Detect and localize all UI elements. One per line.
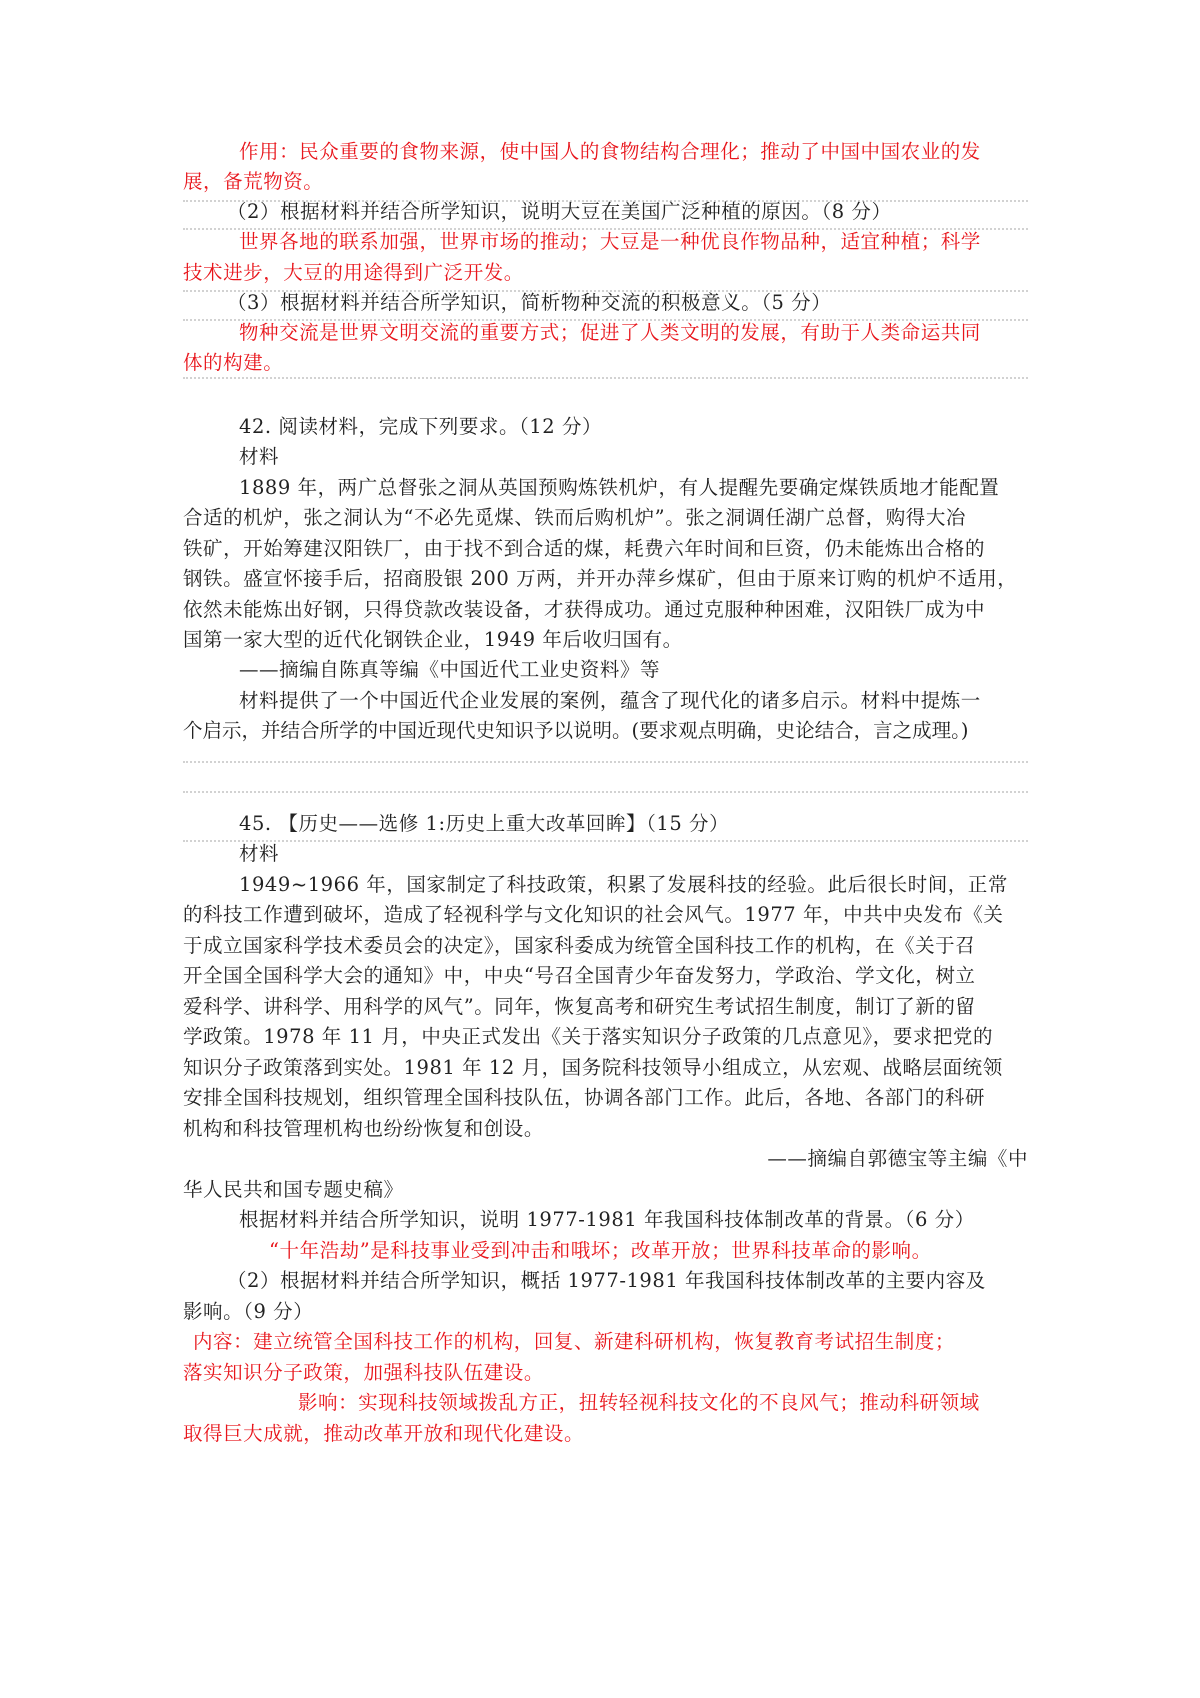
question-45-1: 根据材料并结合所学知识，说明 1977-1981 年我国科技体制改革的背景。（6 分） — [239, 1208, 975, 1231]
material-42-line: 1889 年，两广总督张之洞从英国预购炼铁机炉，有人提醒先要确定煤铁质地才能配置 — [239, 476, 1000, 499]
material-45-line: 知识分子政策落到实处。1981 年 12 月，国务院科技领导小组成立，从宏观、战略层面统领 — [183, 1056, 1003, 1079]
answer-41-1-line-1: 作用：民众重要的食物来源，使中国人的食物结构合理化；推动了中国中国农业的发 — [239, 140, 981, 163]
source-45-line-2: 华人民共和国专题史稿》 — [183, 1178, 404, 1201]
material-42-line: 钢铁。盛宣怀接手后，招商股银 200 万两，并开办萍乡煤矿，但由于原来订购的机炉不适用， — [183, 567, 1018, 590]
material-45-line: 爱科学、讲科学、用科学的风气”。同年，恢复高考和研究生考试招生制度，制订了新的留 — [183, 995, 976, 1018]
answer-45-2-line-1: 内容：建立统管全国科技工作的机构，回复、新建科研机构，恢复教育考试招生制度； — [193, 1330, 955, 1353]
material-45-line: 学政策。1978 年 11 月，中央正式发出《关于落实知识分子政策的几点意见》，要求把党的 — [183, 1025, 994, 1048]
answer-41-1-line-2: 展，备荒物资。 — [183, 170, 324, 193]
source-42: ——摘编自陈真等编《中国近代工业史资料》等 — [239, 658, 661, 681]
material-45-line: 于成立国家科学技术委员会的决定》，国家科委成为统管全国科技工作的机构，在《关于召 — [183, 934, 976, 957]
task-42-line-1: 材料提供了一个中国近代企业发展的案例，蕴含了现代化的诸多启示。材料中提炼一 — [239, 689, 981, 712]
material-42-line: 铁矿，开始筹建汉阳铁厂，由于找不到合适的煤，耗费六年时间和巨资，仍未能炼出合格的 — [183, 537, 986, 560]
source-45-line-1: ——摘编自郭德宝等主编《中 — [767, 1147, 1028, 1170]
material-45-line: 开全国全国科学大会的通知》中，中央“号召全国青少年奋发努力，学政治、学文化，树立 — [183, 964, 976, 987]
material-45-line: 机构和科技管理机构也纷纷恢复和创设。 — [183, 1117, 544, 1140]
answer-41-2-line-1: 世界各地的联系加强，世界市场的推动；大豆是一种优良作物品种，适宜种植；科学 — [239, 230, 981, 253]
question-41-2: （2）根据材料并结合所学知识，说明大豆在美国广泛种植的原因。（8 分） — [227, 200, 892, 223]
material-label-45: 材料 — [239, 842, 280, 865]
answer-rule — [183, 840, 1028, 842]
answer-41-3-line-1: 物种交流是世界文明交流的重要方式；促进了人类文明的发展，有助于人类命运共同 — [239, 321, 981, 344]
material-45-line: 安排全国科技规划，组织管理全国科技队伍，协调各部门工作。此后，各地、各部门的科研 — [183, 1086, 986, 1109]
answer-45-2-line-2: 落实知识分子政策，加强科技队伍建设。 — [183, 1361, 544, 1384]
answer-45-2-line-4: 取得巨大成就，推动改革开放和现代化建设。 — [183, 1422, 585, 1445]
question-41-3: （3）根据材料并结合所学知识，简析物种交流的积极意义。（5 分） — [227, 291, 832, 314]
answer-rule — [183, 761, 1028, 763]
question-45-title: 45. 【历史——选修 1:历史上重大改革回眸】（15 分） — [239, 812, 730, 835]
answer-rule — [183, 377, 1028, 379]
question-42-title: 42. 阅读材料，完成下列要求。（12 分） — [239, 415, 603, 438]
material-45-line: 1949~1966 年，国家制定了科技政策，积累了发展科技的经验。此后很长时间，正常 — [239, 873, 1008, 896]
question-45-2-line-1: （2）根据材料并结合所学知识，概括 1977-1981 年我国科技体制改革的主要内容及 — [227, 1269, 986, 1292]
answer-45-2-line-3: 影响：实现科技领域拨乱方正，扭转轻视科技文化的不良风气；推动科研领域 — [298, 1391, 980, 1414]
answer-41-2-line-2: 技术进步，大豆的用途得到广泛开发。 — [183, 261, 524, 284]
question-45-2-line-2: 影响。（9 分） — [183, 1300, 314, 1323]
answer-rule — [183, 791, 1028, 793]
material-42-line: 依然未能炼出好钢，只得贷款改装设备，才获得成功。通过克服种种困难，汉阳铁厂成为中 — [183, 598, 986, 621]
material-42-line: 国第一家大型的近代化钢铁企业，1949 年后收归国有。 — [183, 628, 683, 651]
answer-41-3-line-2: 体的构建。 — [183, 351, 284, 374]
material-45-line: 的科技工作遭到破坏，造成了轻视科学与文化知识的社会风气。1977 年，中共中央发布《关 — [183, 903, 1004, 926]
material-42-line: 合适的机炉，张之洞认为“不必先觅煤、铁而后购机炉”。张之洞调任湖广总督，购得大冶 — [183, 506, 966, 529]
task-42-line-2: 个启示，并结合所学的中国近现代史知识予以说明。(要求观点明确，史论结合，言之成理。) — [183, 719, 969, 742]
answer-45-1: “十年浩劫”是科技事业受到冲击和哦坏；改革开放；世界科技革命的影响。 — [269, 1239, 932, 1262]
material-label-42: 材料 — [239, 445, 280, 468]
